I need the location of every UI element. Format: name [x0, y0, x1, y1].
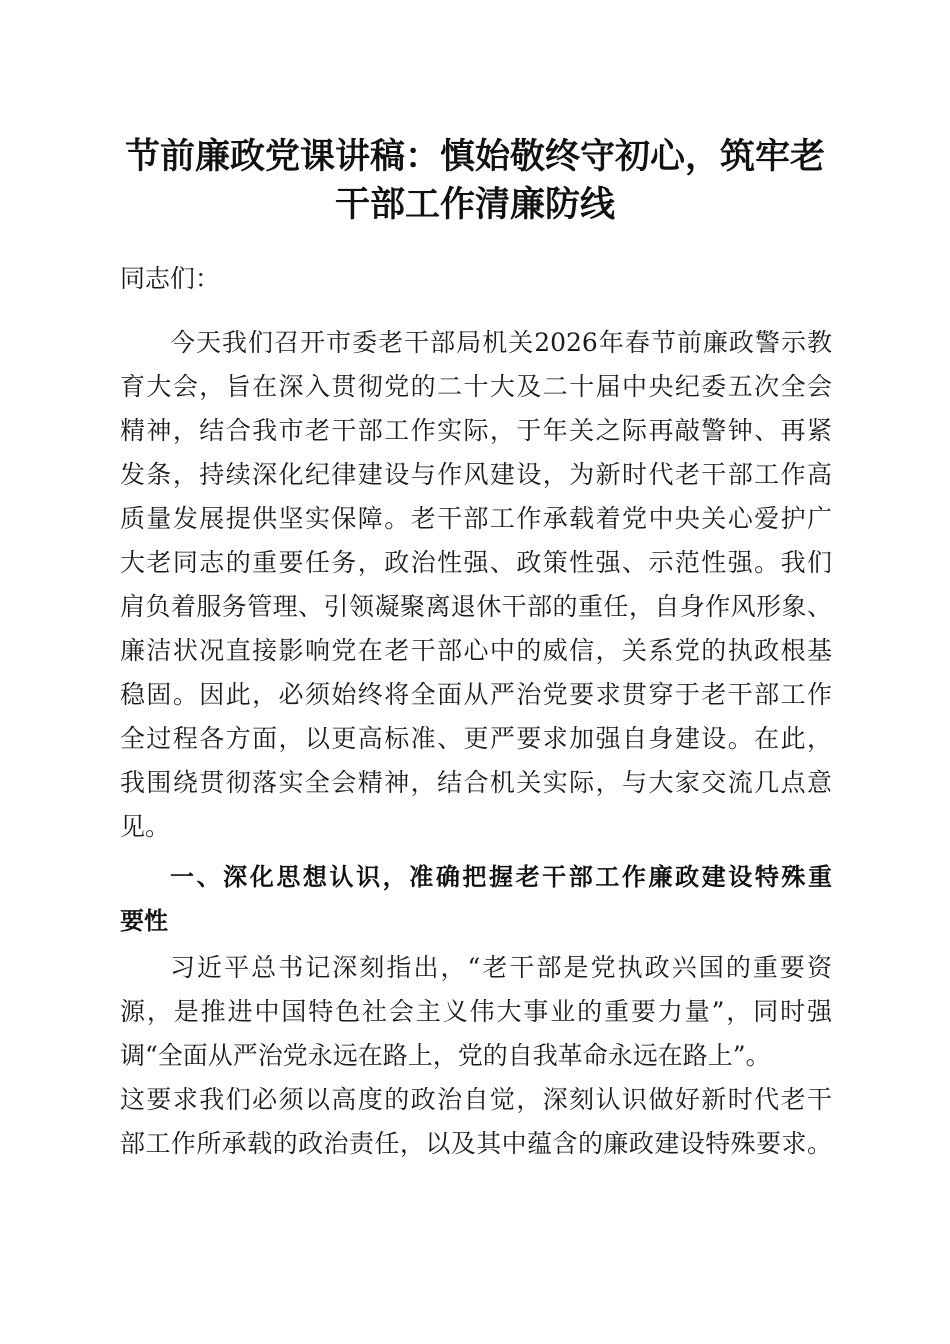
section-heading-1-continued: 要性 — [120, 907, 168, 935]
paragraph1-line: 育大会，旨在深入贯彻党的二十大及二十届中央纪委五次全会 — [120, 372, 832, 401]
paragraph1-line: 今天我们召开市委老干部局机关2026年春节前廉政警示教 — [170, 328, 832, 357]
salutation: 同志们： — [120, 264, 221, 293]
paragraph1-line: 大老同志的重要任务，政治性强、政策性强、示范性强。我们 — [120, 548, 832, 577]
document-title-line-2: 干部工作清廉防线 — [334, 184, 615, 225]
document-title-line-1: 节前廉政党课讲稿：慎始敬终守初心，筑牢老 — [124, 136, 825, 177]
paragraph1-line: 全过程各方面，以更高标准、更严要求加强自身建设。在此， — [120, 724, 832, 753]
paragraph1-line: 我围绕贯彻落实全会精神，结合机关实际，与大家交流几点意 — [120, 768, 832, 797]
paragraph1-line: 稳固。因此，必须始终将全面从严治党要求贯穿于老干部工作 — [120, 680, 832, 709]
paragraph1-line: 廉洁状况直接影响党在老干部心中的威信，关系党的执政根基 — [120, 636, 832, 665]
paragraph1-line: 精神，结合我市老干部工作实际，于年关之际再敲警钟、再紧 — [120, 416, 832, 445]
paragraph2-line: 这要求我们必须以高度的政治自觉，深刻认识做好新时代老干 — [120, 1085, 832, 1114]
paragraph1-line: 肩负着服务管理、引领凝聚离退休干部的重任，自身作风形象、 — [120, 592, 832, 621]
paragraph2-line: 习近平总书记深刻指出，“老干部是党执政兴国的重要资 — [170, 953, 832, 982]
paragraph1-line: 发条，持续深化纪律建设与作风建设，为新时代老干部工作高 — [120, 460, 832, 489]
paragraph2-line: 调“全面从严治党永远在路上，党的自我革命永远在路上”。 — [120, 1041, 771, 1070]
paragraph2-line: 部工作所承载的政治责任，以及其中蕴含的廉政建设特殊要求。 — [120, 1129, 832, 1158]
paragraph1-line: 质量发展提供坚实保障。老干部工作承载着党中央关心爱护广 — [120, 504, 832, 533]
paragraph1-line: 见。 — [120, 812, 171, 841]
paragraph2-line: 源，是推进中国特色社会主义伟大事业的重要力量”，同时强 — [120, 997, 832, 1026]
section-heading-1: 一、深化思想认识，准确把握老干部工作廉政建设特殊重 — [170, 863, 832, 891]
